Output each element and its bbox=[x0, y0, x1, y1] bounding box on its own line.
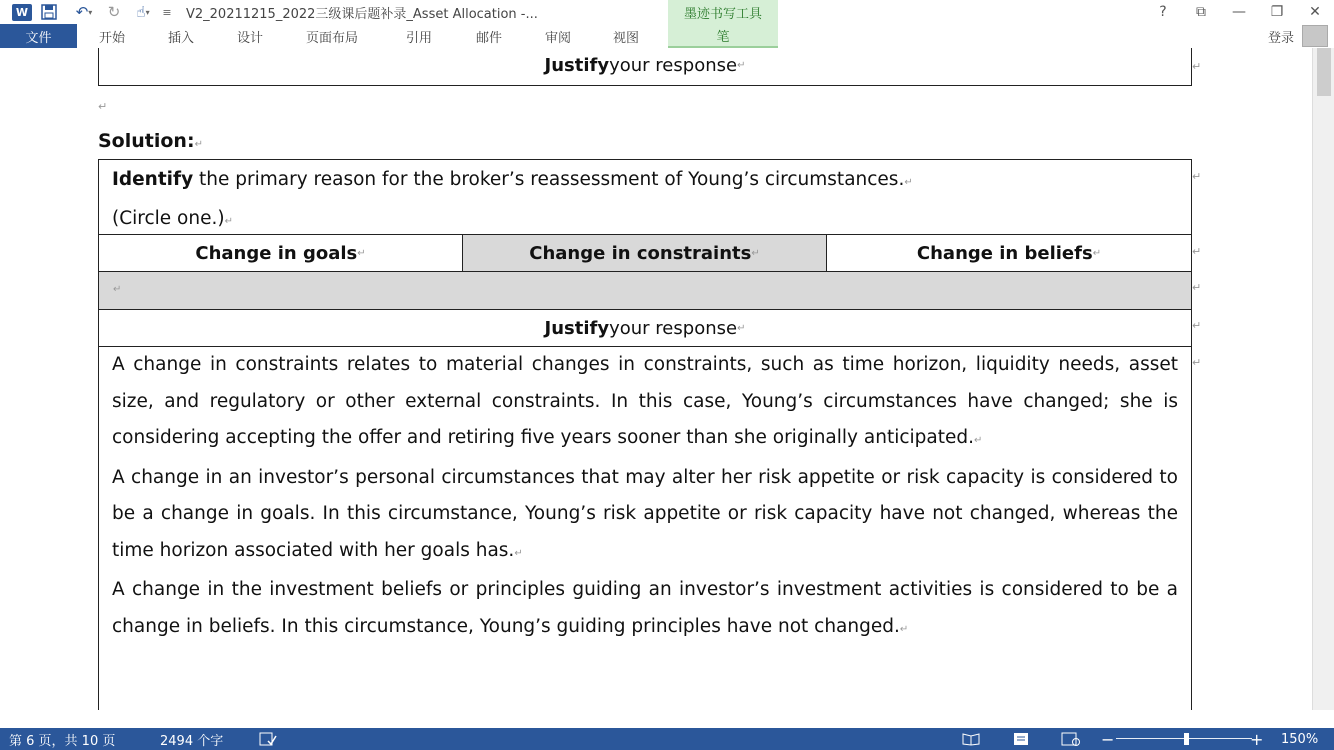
ribbon-display-options-button[interactable]: ⧉ bbox=[1196, 4, 1206, 20]
document-canvas[interactable] bbox=[0, 48, 1312, 710]
paragraph-mark: ↵ bbox=[98, 100, 108, 113]
tab-page-layout[interactable]: 页面布局 bbox=[306, 30, 359, 46]
zoom-in-button[interactable]: + bbox=[1250, 729, 1264, 749]
row-end-mark: ↵ bbox=[1192, 319, 1202, 332]
zoom-level[interactable]: 150% bbox=[1281, 731, 1319, 747]
print-layout-icon[interactable] bbox=[1012, 728, 1030, 750]
tab-home[interactable]: 开始 bbox=[99, 30, 126, 46]
justify-response-label: Justify your response ↵ bbox=[99, 309, 1191, 346]
row-end-mark: ↵ bbox=[1192, 356, 1202, 369]
title-bar bbox=[0, 0, 1334, 24]
solution-table bbox=[98, 159, 1192, 710]
save-icon[interactable] bbox=[32, 0, 66, 24]
touch-mode-icon[interactable]: ☝ ▾ bbox=[136, 3, 150, 21]
answer-paragraph: A change in the investment beliefs or principles guiding an investor’s investment activities is considered to be a change in beliefs. In this circumstance, Young’s guiding principles have not changed.↵ bbox=[112, 579, 1178, 637]
tab-insert[interactable]: 插入 bbox=[168, 30, 195, 46]
shaded-empty-row[interactable]: ↵ bbox=[99, 271, 1191, 309]
avatar[interactable] bbox=[1302, 25, 1328, 47]
row-end-mark: ↵ bbox=[1192, 60, 1202, 73]
zoom-out-button[interactable]: − bbox=[1101, 729, 1115, 749]
document-title: V2_20211215_2022三级课后题补录_Asset Allocation -... bbox=[186, 6, 538, 22]
close-button[interactable]: ✕ bbox=[1309, 4, 1321, 20]
customize-toolbar-icon[interactable]: ≡ bbox=[162, 5, 172, 19]
tab-references[interactable]: 引用 bbox=[406, 30, 433, 46]
identify-question: Identify the primary reason for the broker’s reassessment of Young’s circumstances.↵ (Circle one.)↵ bbox=[112, 169, 913, 229]
tab-view[interactable]: 视图 bbox=[613, 30, 640, 46]
zoom-slider-handle[interactable] bbox=[1184, 733, 1189, 745]
option-change-in-beliefs[interactable]: Change in beliefs ↵ bbox=[916, 242, 1102, 264]
tab-review[interactable]: 审阅 bbox=[545, 30, 572, 46]
tab-pen[interactable]: 笔 bbox=[668, 24, 778, 48]
help-button[interactable]: ? bbox=[1159, 4, 1167, 20]
minimize-button[interactable]: — bbox=[1232, 4, 1246, 20]
options-row bbox=[99, 234, 1191, 271]
row-end-mark: ↵ bbox=[1192, 245, 1202, 258]
ink-tools-context-tab: 墨迹书写工具 bbox=[668, 0, 778, 24]
scrollbar-thumb[interactable] bbox=[1317, 48, 1331, 96]
word-app-icon[interactable]: W bbox=[12, 4, 32, 21]
previous-table-row bbox=[98, 48, 1192, 86]
answer-paragraph: A change in constraints relates to material changes in constraints, such as time horizon, liquidity needs, asset size, and regulatory or other external constraints. In this case, Young’s circumstances have changed; she is considering accepting the offer and retiring five years sooner than she originally anticipated.↵ bbox=[112, 354, 1178, 448]
tab-mailings[interactable]: 邮件 bbox=[476, 30, 503, 46]
page-count[interactable]: 第 6 页，共 10 页 bbox=[9, 733, 116, 749]
ribbon-tabs bbox=[0, 24, 1334, 48]
answer-cell[interactable] bbox=[99, 346, 1191, 710]
read-mode-icon[interactable] bbox=[962, 728, 980, 750]
answer-paragraph: A change in an investor’s personal circumstances that may alter her risk appetite or risk capacity is considered to be a change in goals. In this circumstance, Young’s risk appetite or risk capacity have not changed, whereas the time horizon associated with her goals has.↵ bbox=[112, 466, 1178, 561]
tab-design[interactable]: 设计 bbox=[237, 30, 264, 46]
word-count[interactable]: 2494 个字 bbox=[160, 733, 224, 749]
redo-icon[interactable]: ↻ bbox=[107, 3, 121, 21]
status-bar bbox=[0, 728, 1334, 750]
row-end-mark: ↵ bbox=[1192, 281, 1202, 294]
option-change-in-goals[interactable]: Change in goals ↵ bbox=[195, 242, 366, 264]
restore-button[interactable]: ❐ bbox=[1270, 4, 1284, 20]
vertical-scrollbar[interactable] bbox=[1312, 48, 1334, 710]
row-end-mark: ↵ bbox=[1192, 170, 1202, 183]
option-change-in-constraints[interactable]: Change in constraints ↵ bbox=[462, 235, 827, 271]
proofing-icon[interactable] bbox=[259, 728, 277, 750]
undo-icon[interactable]: ↶ ▾ bbox=[75, 3, 93, 21]
justify-response-label-top: Justify your response ↵ bbox=[544, 54, 746, 76]
sign-in-link[interactable]: 登录 bbox=[1267, 30, 1294, 46]
tab-file[interactable]: 文件 bbox=[0, 24, 77, 48]
solution-heading: Solution:↵ bbox=[98, 130, 203, 152]
web-layout-icon[interactable] bbox=[1061, 728, 1081, 750]
